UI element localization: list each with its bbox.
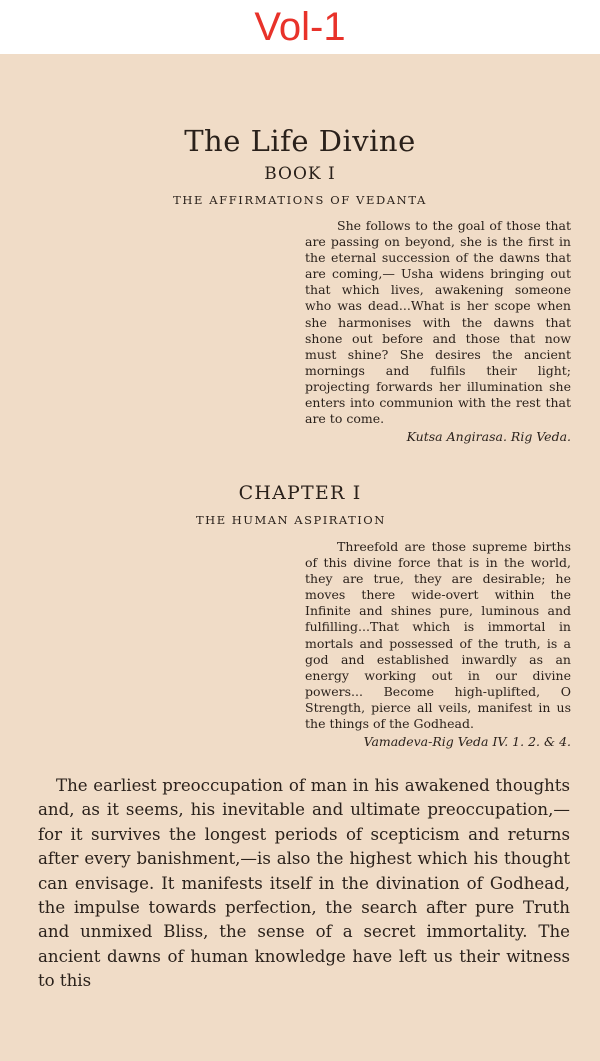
epigraph-first — [305, 218, 571, 445]
epigraph-second — [305, 539, 571, 750]
body-text — [38, 774, 570, 994]
book-page — [0, 54, 600, 1061]
body-paragraph: The earliest preoccupation of man in his awakened thoughts and, as it seems, his inevitable and ultimate preoccupation,—for it survives the longest periods of scepticism and returns after every banishment,—is also the highest which his thought can envisage. It manifests itself in the divination of Godhead, the impulse towards perfection, the search after pure Truth and unmixed Bliss, the sense of a secret immortality. The ancient dawns of human knowledge have left us their witness to this — [38, 776, 570, 991]
epigraph-second-text: Threefold are those supreme births of this divine force that is in the world, they are true, they are desirable; he moves there wide-overt within the Infinite and shines pure, luminous and fulfilling...That which is immortal in mortals and possessed of the truth, is a god and established inwardly as an energy working out in our divine powers... Become high-uplifted, O Strength, pierce all veils, manifest in us the things of the Godhead. — [305, 539, 571, 732]
book-number: BOOK I — [264, 164, 336, 184]
epigraph-second-attribution: Vamadeva-Rig Veda IV. 1. 2. & 4. — [363, 734, 571, 750]
chapter-heading: CHAPTER I — [238, 482, 362, 504]
epigraph-first-attribution: Kutsa Angirasa. Rig Veda. — [406, 429, 571, 445]
epigraph-first-text: She follows to the goal of those that are passing on beyond, she is the first in the eternal succession of the dawns that are coming,— Usha widens bringing out that which lives, awakening someone who was dead...What is her scope when she harmonises with the dawns that shone out before and those that now must shine? She desires the ancient mornings and fulfils their light; projecting forwards her illumination she enters into communion with the rest that are to come. — [305, 218, 571, 427]
book-title: The Life Divine — [184, 124, 416, 158]
part-title: THE AFFIRMATIONS OF VEDANTA — [173, 193, 427, 207]
volume-label: Vol-1 — [254, 5, 346, 49]
chapter-title: THE HUMAN ASPIRATION — [196, 513, 386, 527]
